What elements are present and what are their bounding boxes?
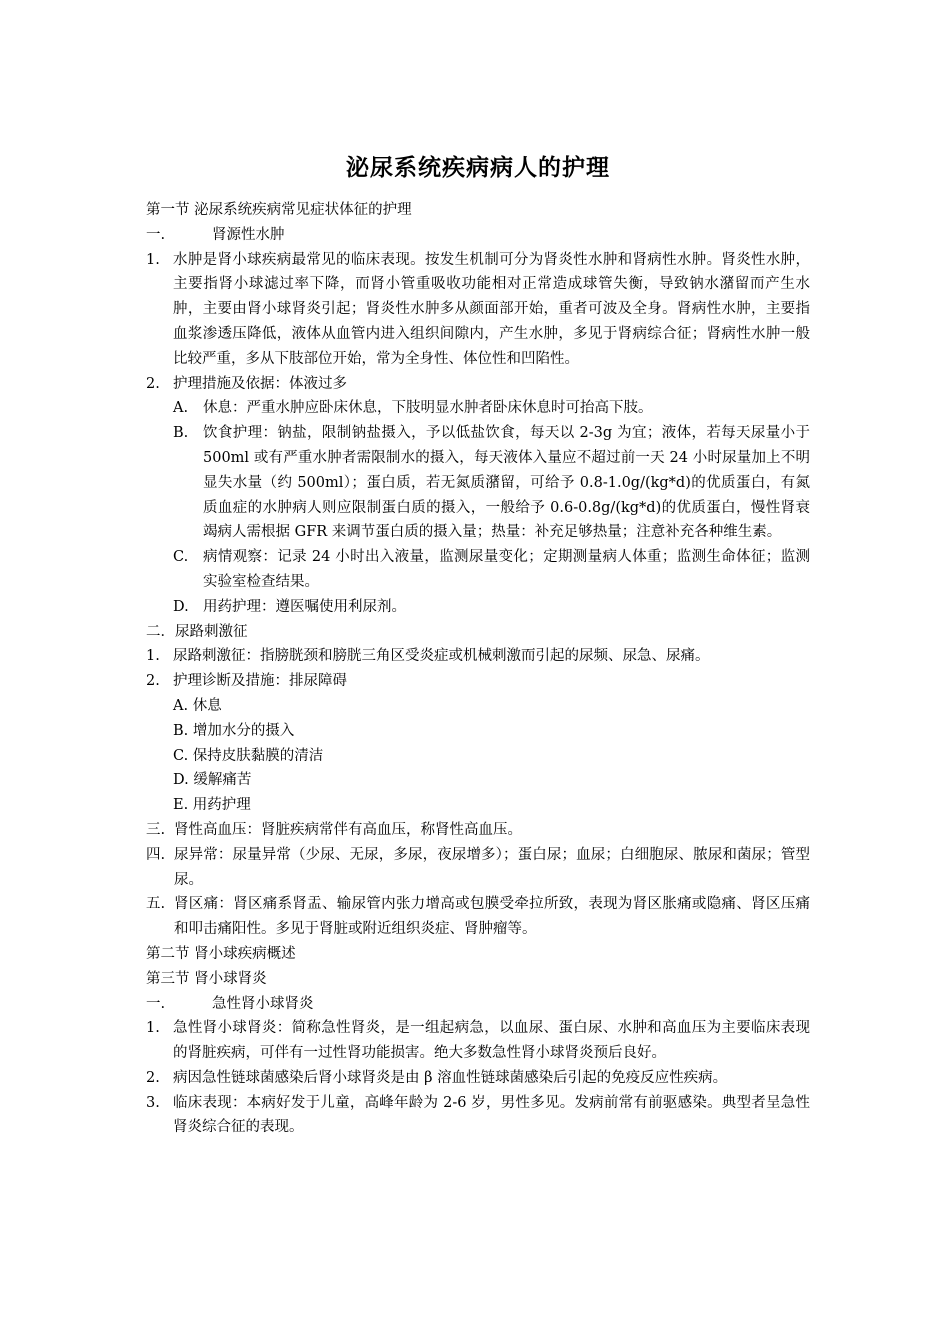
item-text: 急性肾小球肾炎：简称急性肾炎，是一组起病急，以血尿、蛋白尿、水肿和高血压为主要临床表现的肾脏疾病，可伴有一过性肾功能损害。绝大多数急性肾小球肾炎预后良好。 bbox=[173, 1020, 810, 1062]
part-number: 三. bbox=[146, 821, 166, 838]
item-number: 2. bbox=[146, 673, 160, 690]
part-title: 急性肾小球肾炎 bbox=[212, 995, 314, 1012]
sub-item-text: 用药护理：遵医嘱使用利尿剂。 bbox=[203, 598, 406, 615]
document-title: 泌尿系统疾病病人的护理 bbox=[346, 155, 610, 181]
part-heading bbox=[146, 992, 810, 1017]
item-number: 2. bbox=[146, 1069, 160, 1086]
part-number: 五. bbox=[146, 896, 166, 913]
list-item bbox=[146, 372, 810, 397]
item-text: 水肿是肾小球疾病最常见的临床表现。按发生机制可分为肾炎性水肿和肾病性水肿。肾炎性水肿，主要指肾小球滤过率下降，而肾小管重吸收功能相对正常造成球管失衡，导致钠水潴留而产生水肿，主要由肾小球肾炎引起；肾炎性水肿多从颜面部开始，重者可波及全身。肾病性水肿，主要指血浆渗透压降低，液体从血管内进入组织间隙内，产生水肿，多见于肾病综合征；肾病性水肿一般比较严重，多从下肢部位开始，常为全身性、体位性和凹陷性。 bbox=[173, 251, 810, 367]
list-item bbox=[146, 1066, 810, 1091]
item-text: 病因急性链球菌感染后肾小球肾炎是由 β 溶血性链球菌感染后引起的免疫反应性疾病。 bbox=[173, 1069, 728, 1086]
part-paragraph bbox=[146, 892, 810, 942]
part-paragraph bbox=[146, 818, 810, 843]
item-text: 护理诊断及措施：排尿障碍 bbox=[173, 673, 347, 690]
item-text: 尿路刺激征：指膀胱颈和膀胱三角区受炎症或机械刺激而引起的尿频、尿急、尿痛。 bbox=[173, 648, 710, 665]
sub-item: B. 增加水分的摄入 bbox=[173, 722, 295, 739]
item-number: 3. bbox=[146, 1094, 160, 1111]
section-heading: 第三节 肾小球肾炎 bbox=[146, 970, 267, 987]
section-heading: 第二节 肾小球疾病概述 bbox=[146, 945, 296, 962]
list-item bbox=[146, 1016, 810, 1066]
sub-item-letter: A. bbox=[173, 400, 189, 417]
document-page bbox=[146, 150, 810, 1140]
sub-item bbox=[146, 595, 810, 620]
part-heading bbox=[146, 223, 810, 248]
sub-item: D. 缓解痛苦 bbox=[173, 772, 252, 789]
list-item bbox=[146, 644, 810, 669]
item-number: 1. bbox=[146, 1020, 160, 1037]
item-number: 1. bbox=[146, 251, 160, 268]
sub-item bbox=[146, 421, 810, 545]
part-text: 肾性高血压：肾脏疾病常伴有高血压，称肾性高血压。 bbox=[174, 821, 522, 838]
part-text: 肾区痛：肾区痛系肾盂、输尿管内张力增高或包膜受牵拉所致，表现为肾区胀痛或隐痛、肾区压痛和叩击痛阳性。多见于肾脏或附近组织炎症、肾肿瘤等。 bbox=[174, 896, 810, 938]
section-heading: 第一节 泌尿系统疾病常见症状体征的护理 bbox=[146, 202, 412, 218]
item-number: 2. bbox=[146, 375, 160, 392]
sub-item-letter: C. bbox=[173, 549, 189, 566]
list-item bbox=[146, 669, 810, 694]
sub-item-letter: B. bbox=[173, 425, 189, 442]
sub-item: A. 休息 bbox=[173, 697, 222, 714]
part-heading: 二．尿路刺激征 bbox=[146, 623, 248, 640]
part-text: 尿异常：尿量异常（少尿、无尿，多尿，夜尿增多）；蛋白尿；血尿；白细胞尿、脓尿和菌尿；管型尿。 bbox=[174, 846, 810, 888]
sub-item-text: 休息：严重水肿应卧床休息，下肢明显水肿者卧床休息时可抬高下肢。 bbox=[203, 400, 653, 417]
part-title: 肾源性水肿 bbox=[212, 226, 285, 243]
item-text: 护理措施及依据：体液过多 bbox=[173, 375, 347, 392]
sub-item: C. 保持皮肤黏膜的清洁 bbox=[173, 747, 324, 764]
list-item bbox=[146, 248, 810, 372]
part-number: 一. bbox=[146, 226, 166, 243]
item-text: 临床表现：本病好发于儿童，高峰年龄为 2-6 岁，男性多见。发病前常有前驱感染。典型者呈急性肾炎综合征的表现。 bbox=[173, 1094, 810, 1136]
part-number: 一. bbox=[146, 995, 166, 1012]
list-item bbox=[146, 1091, 810, 1141]
part-paragraph bbox=[146, 843, 810, 893]
sub-item-letter: D. bbox=[173, 598, 189, 615]
sub-item-text: 饮食护理：钠盐，限制钠盐摄入，予以低盐饮食，每天以 2-3g 为宜；液体，若每天尿量小于 500ml 或有严重水肿者需限制水的摄入，每天液体入量应不超过前一天 24 小时尿量加上不明显失水量（约 500ml）；蛋白质，若无氮质潴留，可给予 0.8-1.0g/(kg*d)的优质蛋白，有氮质血症的水肿病人则应限制蛋白质的摄入，一般给予 0.6-0.8g/(kg*d)的优质蛋白，慢性肾衰竭病人需根据 GFR 来调节蛋白质的摄入量；热量：补充足够热量；注意补充各种维生素。 bbox=[203, 425, 810, 541]
item-number: 1. bbox=[146, 648, 160, 665]
sub-item bbox=[146, 545, 810, 595]
part-number: 四. bbox=[146, 846, 166, 863]
sub-item bbox=[146, 396, 810, 421]
sub-item-text: 病情观察：记录 24 小时出入液量，监测尿量变化；定期测量病人体重；监测生命体征；监测实验室检查结果。 bbox=[203, 549, 810, 590]
sub-item: E. 用药护理 bbox=[173, 797, 251, 814]
